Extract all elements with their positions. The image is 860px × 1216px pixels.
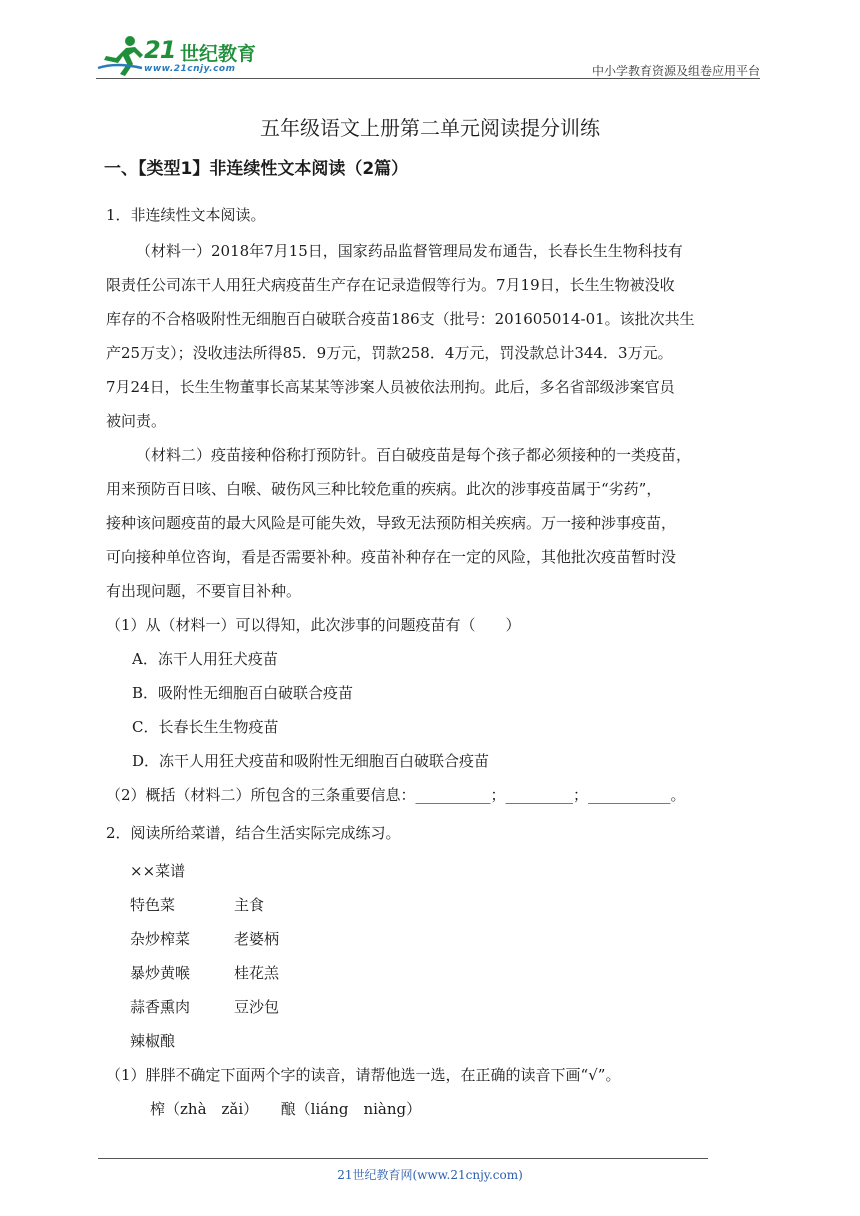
question-2-part-1: （1）胖胖不确定下面两个字的读音，请帮他选一选，在正确的读音下画“√”。 — [106, 1066, 621, 1084]
runner-logo-icon — [96, 34, 146, 78]
material-2-line: 用来预防百日咳、白喉、破伤风三种比较危重的疾病。此次的涉事疫苗属于“劣药”， — [106, 480, 662, 498]
menu-dish: 辣椒酿 — [130, 1032, 176, 1050]
material-2-line: 接种该问题疫苗的最大风险是可能失效，导致无法预防相关疾病。万一接种涉事疫苗， — [106, 514, 677, 532]
material-2-line: （材料二）疫苗接种俗称打预防针。百白破疫苗是每个孩子都必须接种的一类疫苗， — [136, 446, 692, 464]
footer-divider — [98, 1158, 708, 1159]
logo — [96, 34, 266, 78]
footer-link[interactable]: 21世纪教育网(www.21cnjy.com) — [337, 1168, 523, 1182]
logo-url: www.21cnjy.com — [144, 64, 236, 74]
material-1-line: 7月24日，长生生物董事长高某某等涉案人员被依法刑拘。此后，多名省部级涉案官员 — [106, 378, 675, 396]
option-c: C．长春长生生物疫苗 — [132, 718, 279, 736]
menu-dish: 蒜香熏肉 — [130, 998, 191, 1016]
menu-staple: 桂花羔 — [234, 964, 280, 982]
option-d: D．冻干人用狂犬疫苗和吸附性无细胞百白破联合疫苗 — [132, 752, 490, 770]
material-1-line: （材料一）2018年7月15日，国家药品监督管理局发布通告，长春长生生物科技有 — [136, 242, 683, 260]
menu-title: ××菜谱 — [130, 862, 186, 880]
question-1-part-1: （1）从（材料一）可以得知，此次涉事的问题疫苗有（ ） — [106, 616, 521, 634]
question-1-part-2: （2）概括（材料二）所包含的三条重要信息：__________；_________；___________。 — [106, 786, 686, 804]
menu-dish: 杂炒榨菜 — [130, 930, 191, 948]
option-a: A．冻干人用狂犬疫苗 — [132, 650, 278, 668]
material-1-line: 产25万支）；没收违法所得85．9万元，罚款258．4万元，罚没款总计344．3万元。 — [106, 344, 673, 362]
logo-name: 世纪教育 — [180, 43, 257, 65]
material-1-line: 库存的不合格吸附性无细胞百白破联合疫苗186支（批号：201605014-01。该批次共生 — [106, 310, 695, 328]
section-heading: 一、【类型1】非连续性文本阅读（2篇） — [104, 159, 409, 179]
logo-number: 21 — [144, 36, 176, 64]
material-1-line: 被问责。 — [106, 412, 167, 430]
material-2-line: 可向接种单位咨询，看是否需要补种。疫苗补种存在一定的风险，其他批次疫苗暂时没 — [106, 548, 677, 566]
header-divider — [96, 78, 760, 79]
page-header — [96, 34, 760, 80]
question-2-heading: 2．阅读所给菜谱，结合生活实际完成练习。 — [106, 824, 401, 842]
option-b: B．吸附性无细胞百白破联合疫苗 — [132, 684, 354, 702]
question-1-heading: 1．非连续性文本阅读。 — [106, 206, 266, 224]
menu-dish: 特色菜 — [130, 896, 176, 914]
material-2-line: 有出现问题，不要盲目补种。 — [106, 582, 302, 600]
menu-staple: 老婆柄 — [234, 930, 280, 948]
menu-staple: 豆沙包 — [234, 998, 280, 1016]
pinyin-choices: 榨（zhà zǎi） 酿（liáng niàng） — [150, 1100, 422, 1118]
menu-staple: 主食 — [234, 896, 265, 914]
material-1-line: 限责任公司冻干人用狂犬病疫苗生产存在记录造假等行为。7月19日，长生生物被没收 — [106, 276, 675, 294]
menu-dish: 暴炒黄喉 — [130, 964, 191, 982]
document-title: 五年级语文上册第二单元阅读提分训练 — [260, 116, 600, 140]
header-tagline: 中小学教育资源及组卷应用平台 — [591, 64, 760, 78]
